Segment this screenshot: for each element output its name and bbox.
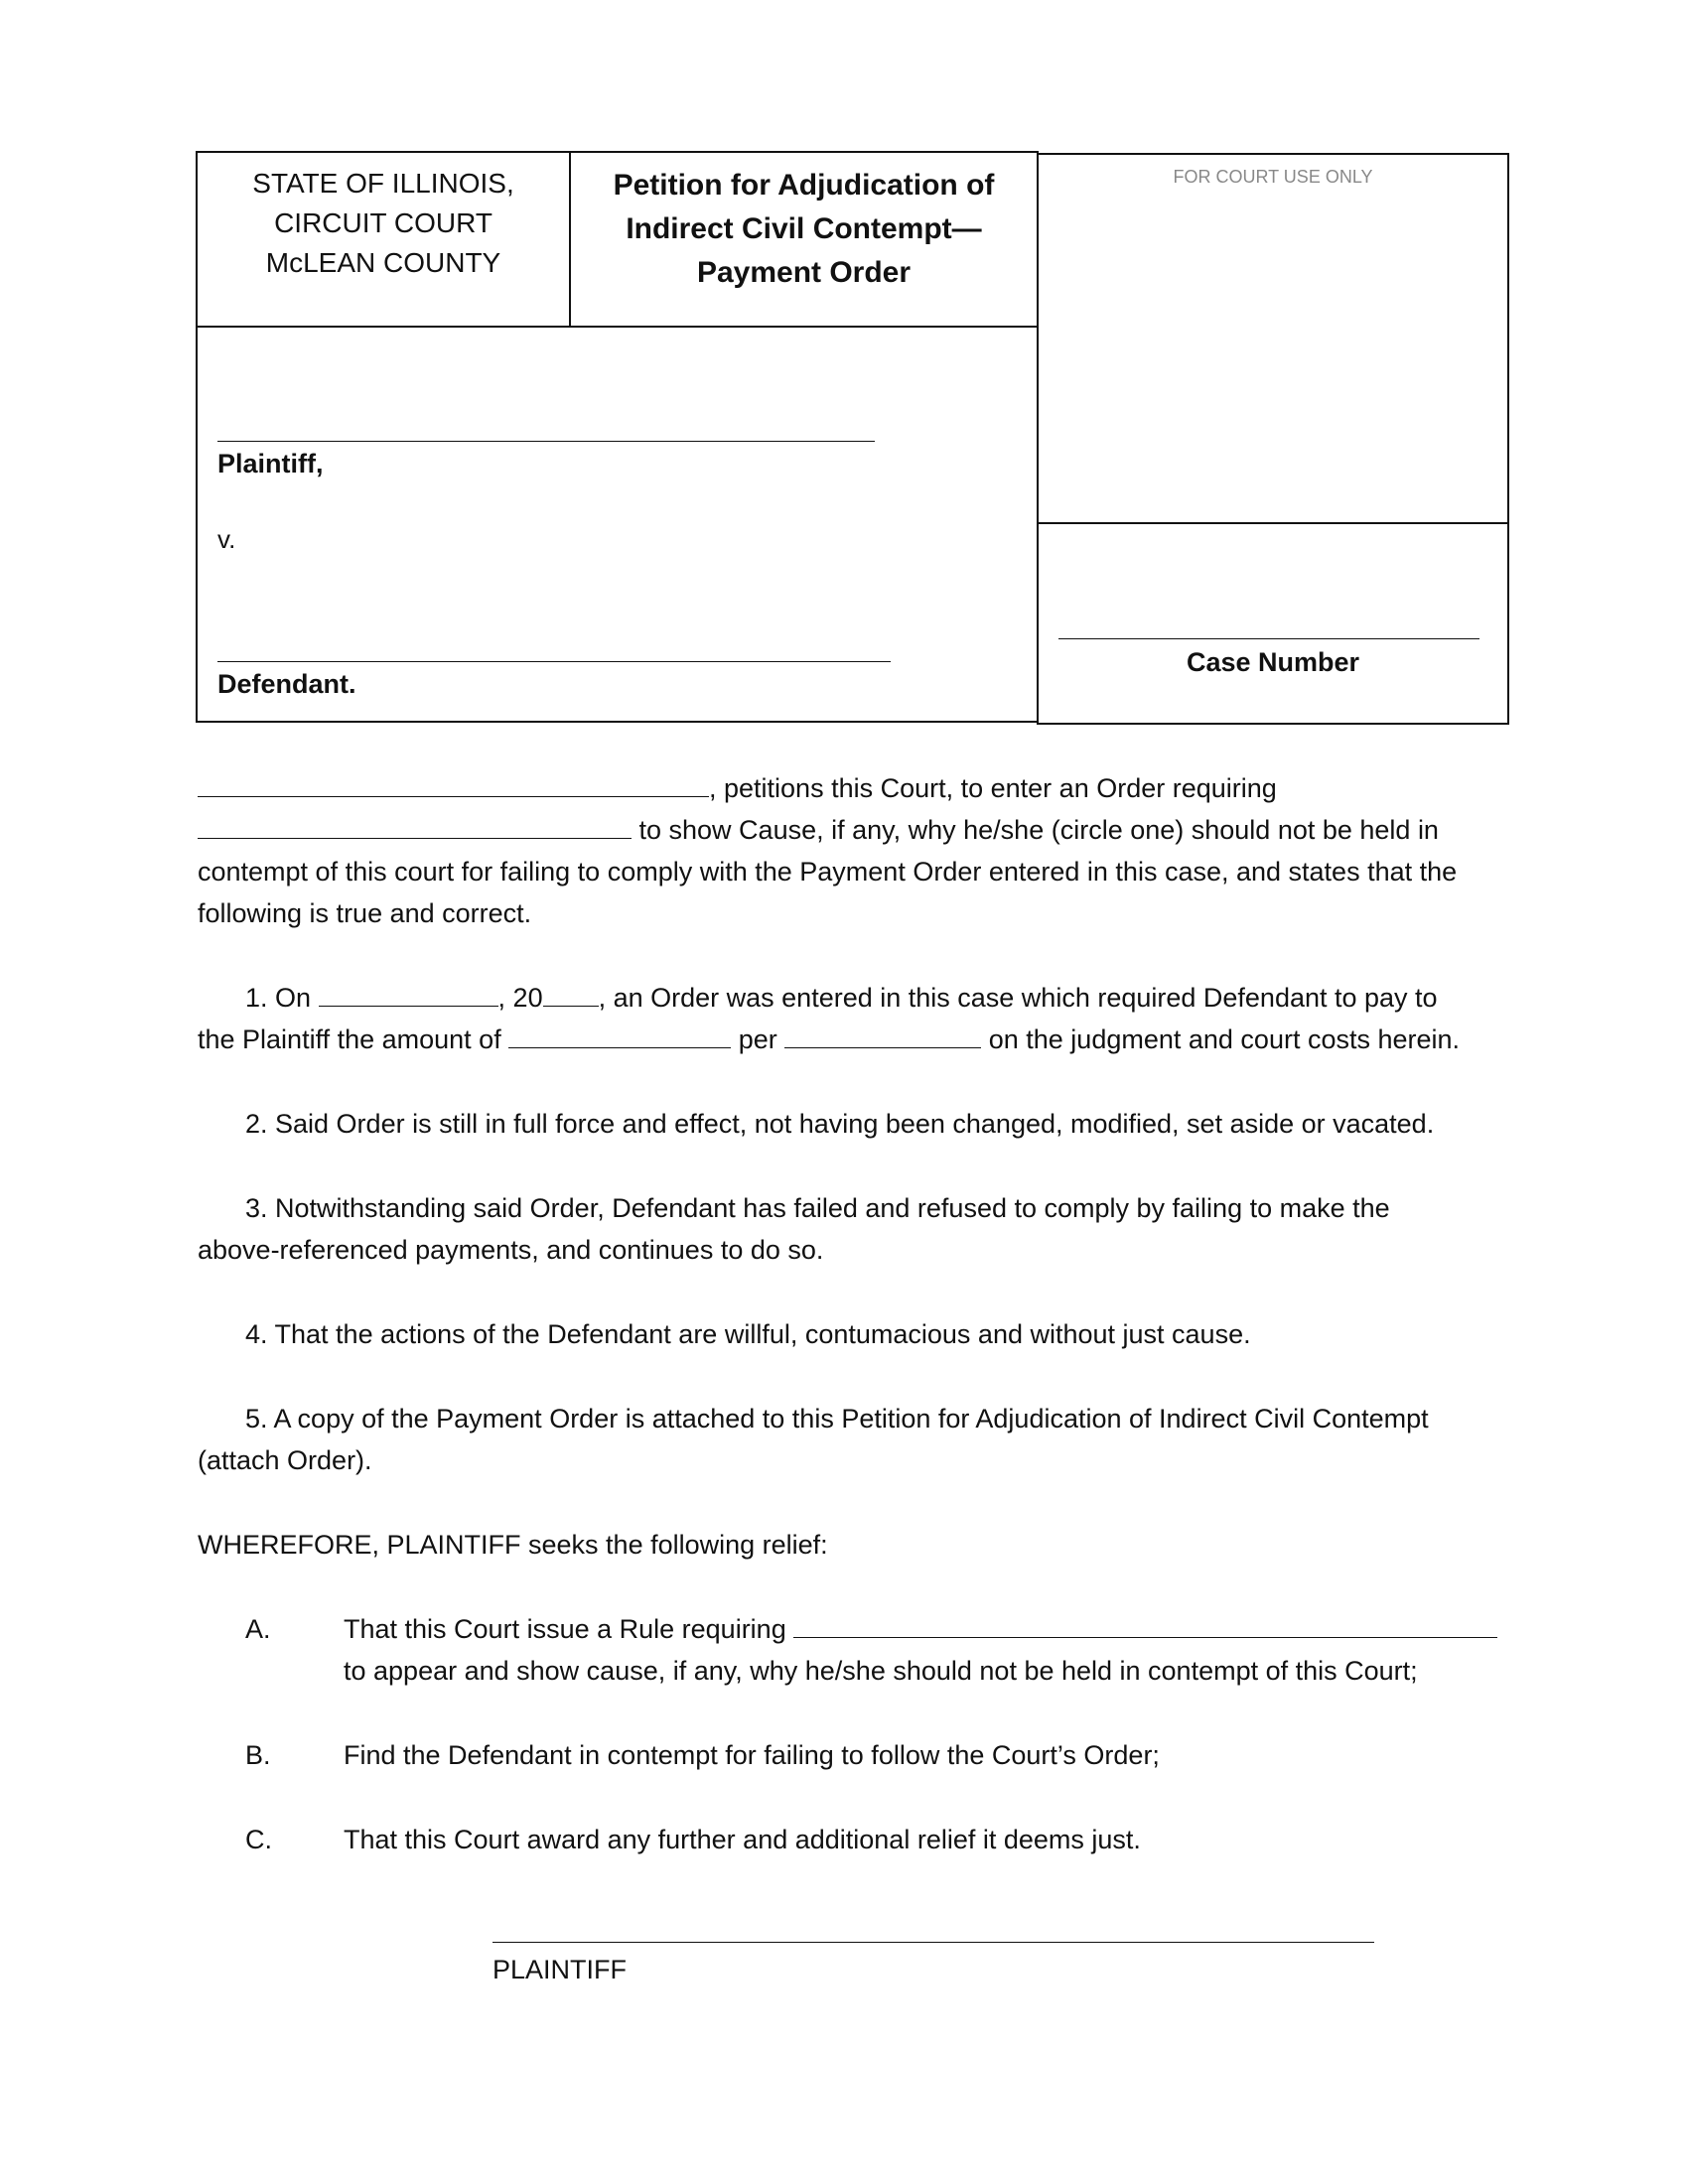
rule-party-blank[interactable] bbox=[793, 1615, 1497, 1638]
parties-box bbox=[196, 326, 1039, 723]
relief-a-line-1 bbox=[344, 1608, 1497, 1650]
title-line: Payment Order bbox=[696, 256, 912, 289]
case-number-box bbox=[1037, 522, 1509, 725]
relief-text: That this Court issue a Rule requiring bbox=[344, 1614, 794, 1644]
item-text: , an Order was entered in this case which required Defendant to pay to bbox=[598, 983, 1438, 1013]
item-3-line-2: above-referenced payments, and continues to do so. bbox=[198, 1235, 824, 1265]
relief-c-letter: C. bbox=[245, 1825, 272, 1854]
wherefore-line: WHEREFORE, PLAINTIFF seeks the following relief: bbox=[198, 1530, 828, 1560]
relief-b-line: Find the Defendant in contempt for failing to follow the Court’s Order; bbox=[344, 1740, 1160, 1770]
amount-blank[interactable] bbox=[508, 1025, 731, 1048]
item-text: , 20 bbox=[497, 983, 543, 1013]
relief-c-line: That this Court award any further and additional relief it deems just. bbox=[344, 1825, 1141, 1854]
plaintiff-label: Plaintiff, bbox=[217, 449, 324, 478]
form-title bbox=[571, 164, 1037, 295]
court-name bbox=[198, 164, 569, 283]
relief-a-line-2: to appear and show cause, if any, why he/she should not be held in contempt of this Court; bbox=[344, 1656, 1418, 1686]
item-2: 2. Said Order is still in full force and effect, not having been changed, modified, set aside or vacated. bbox=[245, 1109, 1435, 1139]
court-line: McLEAN COUNTY bbox=[265, 247, 501, 278]
signature-line[interactable] bbox=[492, 1942, 1374, 1943]
petitioner-blank[interactable] bbox=[198, 774, 709, 797]
item-4: 4. That the actions of the Defendant are willful, contumacious and without just cause. bbox=[245, 1319, 1251, 1349]
court-use-label: FOR COURT USE ONLY bbox=[1173, 167, 1373, 187]
item-3-line-1: 3. Notwithstanding said Order, Defendant has failed and refused to comply by failing to make the bbox=[245, 1193, 1390, 1223]
intro-line-3: contempt of this court for failing to comply with the Payment Order entered in this case, and states that the bbox=[198, 857, 1458, 887]
case-number-line[interactable] bbox=[1058, 638, 1479, 639]
order-date-blank[interactable] bbox=[319, 984, 498, 1007]
intro-line-4: following is true and correct. bbox=[198, 898, 532, 928]
order-year-blank[interactable] bbox=[543, 984, 599, 1007]
relief-b-letter: B. bbox=[245, 1740, 271, 1770]
intro-line-2 bbox=[198, 809, 1439, 851]
intro-text: to show Cause, if any, why he/she (circle one) should not be held in bbox=[632, 815, 1439, 845]
item-1-line-1 bbox=[245, 977, 1438, 1019]
signature-label: PLAINTIFF bbox=[492, 1955, 628, 1984]
item-text: 1. On bbox=[245, 983, 319, 1013]
item-5-line-2: (attach Order). bbox=[198, 1445, 372, 1475]
period-blank[interactable] bbox=[784, 1025, 981, 1048]
court-line: STATE OF ILLINOIS, bbox=[252, 168, 514, 199]
item-5-line-1: 5. A copy of the Payment Order is attached to this Petition for Adjudication of Indirect Civil Contempt bbox=[245, 1404, 1429, 1433]
relief-a-letter: A. bbox=[245, 1614, 271, 1644]
item-text: the Plaintiff the amount of bbox=[198, 1024, 509, 1054]
versus-label: v. bbox=[217, 524, 236, 554]
court-use-box bbox=[1037, 153, 1509, 524]
intro-text: , petitions this Court, to enter an Order requiring bbox=[709, 773, 1277, 803]
item-text: per bbox=[731, 1024, 785, 1054]
item-text: on the judgment and court costs herein. bbox=[981, 1024, 1461, 1054]
court-line: CIRCUIT COURT bbox=[274, 207, 492, 238]
title-line: Indirect Civil Contempt— bbox=[626, 212, 982, 245]
respondent-blank[interactable] bbox=[198, 816, 632, 839]
case-number-label: Case Number bbox=[1186, 647, 1360, 677]
defendant-label: Defendant. bbox=[217, 669, 356, 699]
defendant-name-line[interactable] bbox=[217, 661, 891, 662]
plaintiff-name-line[interactable] bbox=[217, 441, 875, 442]
title-line: Petition for Adjudication of bbox=[613, 169, 995, 202]
intro-line-1 bbox=[198, 767, 1277, 809]
item-1-line-2 bbox=[198, 1019, 1460, 1060]
